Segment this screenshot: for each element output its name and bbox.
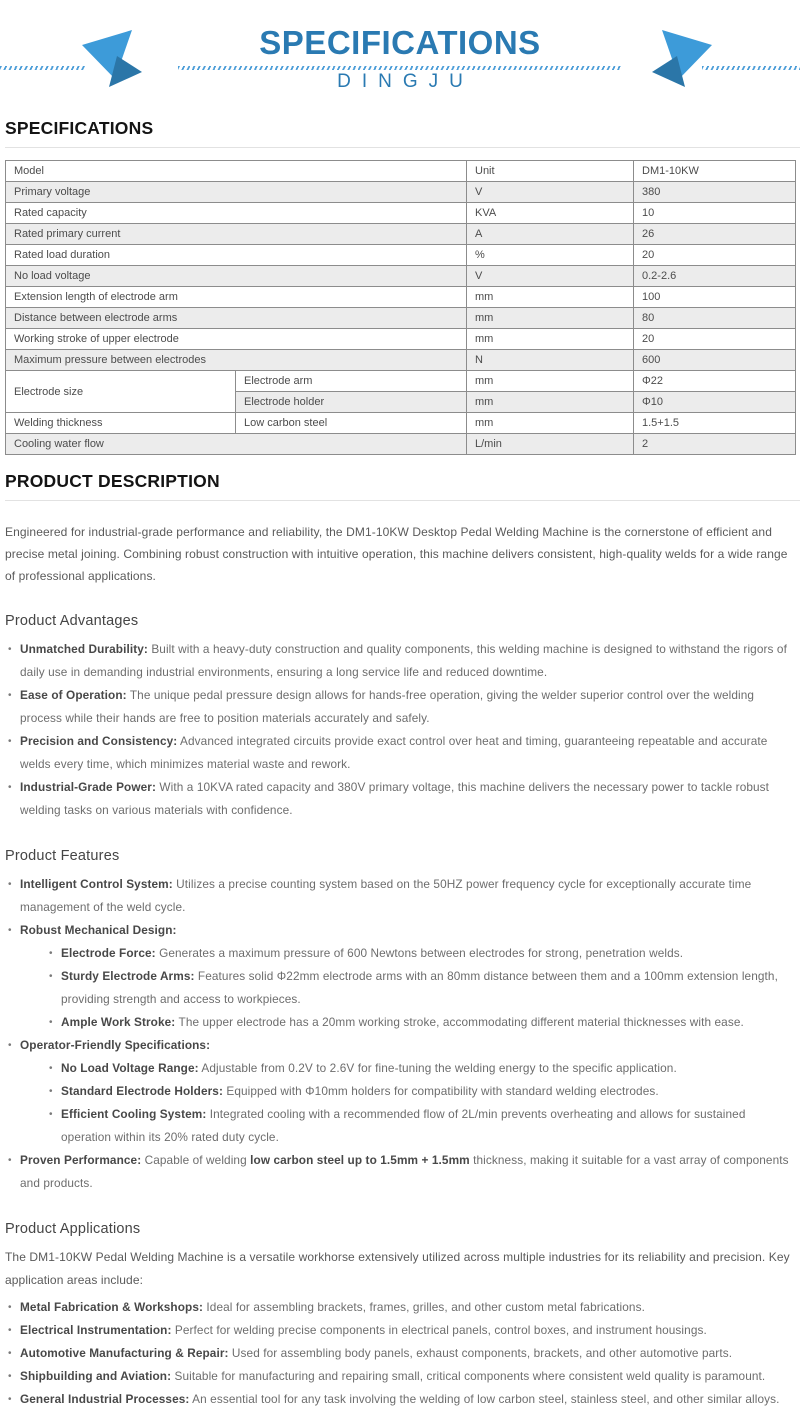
item-lead: Efficient Cooling System: — [61, 1107, 207, 1121]
spec-label-cell: Primary voltage — [6, 182, 467, 203]
table-row — [6, 161, 796, 182]
list-item — [5, 919, 795, 1034]
advantages-heading: Product Advantages — [5, 613, 139, 629]
spec-value-cell: 1.5+1.5 — [634, 413, 796, 434]
item-lead: Precision and Consistency: — [20, 734, 178, 748]
item-text: Features solid Φ22mm electrode arms with an 80mm distance between them and a 100mm extension length, providing strength and access to workpieces. — [61, 969, 778, 1006]
spec-value-cell: 26 — [634, 224, 796, 245]
spec-label-cell: Working stroke of upper electrode — [6, 329, 467, 350]
table-row — [6, 413, 796, 434]
spec-label-cell: Electrode size — [6, 371, 236, 413]
item-lead: General Industrial Processes: — [20, 1392, 190, 1406]
list-item — [46, 1011, 795, 1034]
heading-divider — [5, 147, 800, 148]
item-text: Equipped with Φ10mm holders for compatibility with standard welding electrodes. — [223, 1084, 659, 1098]
item-lead: Ease of Operation: — [20, 688, 127, 702]
spec-value-cell: 80 — [634, 308, 796, 329]
dashed-line-right — [702, 66, 800, 70]
table-row — [6, 266, 796, 287]
list-item — [5, 1149, 795, 1195]
triangle-arrow-icon — [652, 27, 716, 87]
item-lead: Proven Performance: — [20, 1153, 142, 1167]
spec-sublabel-cell: Electrode holder — [236, 392, 467, 413]
item-bold-text: low carbon steel up to 1.5mm + 1.5mm — [250, 1153, 470, 1167]
spec-unit-cell: mm — [467, 329, 634, 350]
spec-value-cell: 0.2-2.6 — [634, 266, 796, 287]
list-item — [46, 1080, 795, 1103]
item-text: Capable of welding — [141, 1153, 251, 1167]
spec-unit-cell: V — [467, 266, 634, 287]
dashed-line-center — [178, 66, 622, 70]
spec-value-cell: 20 — [634, 329, 796, 350]
item-lead: Intelligent Control System: — [20, 877, 173, 891]
spec-value-cell: 20 — [634, 245, 796, 266]
spec-unit-cell: mm — [467, 413, 634, 434]
spec-label-cell: Cooling water flow — [6, 434, 467, 455]
page-content — [0, 118, 800, 1411]
product-description-heading: PRODUCT DESCRIPTION — [5, 471, 220, 491]
banner-title: SPECIFICATIONS — [259, 24, 541, 61]
list-item — [5, 1296, 795, 1319]
item-text: thickness, making it suitable for a vast array of components and products. — [20, 1153, 789, 1190]
specifications-heading: SPECIFICATIONS — [5, 118, 154, 138]
item-lead: Ample Work Stroke: — [61, 1015, 176, 1029]
table-row — [6, 182, 796, 203]
spec-unit-cell: N — [467, 350, 634, 371]
features-list — [5, 873, 795, 1195]
list-item — [5, 730, 795, 776]
applications-intro: The DM1-10KW Pedal Welding Machine is a versatile workhorse extensively utilized across multiple industries for its reliability and precision. Key application areas include: — [5, 1250, 790, 1287]
spec-label-cell: No load voltage — [6, 266, 467, 287]
item-text: Adjustable from 0.2V to 2.6V for fine-tuning the welding energy to the specific application. — [198, 1061, 677, 1075]
table-row — [6, 203, 796, 224]
applications-heading: Product Applications — [5, 1221, 141, 1237]
list-item — [5, 684, 795, 730]
list-item — [46, 1103, 795, 1149]
spec-unit-cell: mm — [467, 392, 634, 413]
spec-label-cell: Rated capacity — [6, 203, 467, 224]
table-row — [6, 434, 796, 455]
item-lead: Industrial-Grade Power: — [20, 780, 157, 794]
spec-label-cell: Distance between electrode arms — [6, 308, 467, 329]
spec-unit-cell: mm — [467, 287, 634, 308]
spec-unit-cell: V — [467, 182, 634, 203]
spec-value-cell: 100 — [634, 287, 796, 308]
item-text: Generates a maximum pressure of 600 Newtons between electrodes for strong, penetration welds. — [155, 946, 684, 960]
item-lead: Sturdy Electrode Arms: — [61, 969, 195, 983]
spec-value-cell: 380 — [634, 182, 796, 203]
list-item — [46, 942, 795, 965]
item-text: Built with a heavy-duty construction and quality components, this welding machine is designed to withstand the rigors of daily use in demanding industrial environments, ensuring a long service life and reduced downtime. — [20, 642, 787, 679]
spec-unit-cell: L/min — [467, 434, 634, 455]
spec-label-cell: Rated primary current — [6, 224, 467, 245]
applications-list — [5, 1296, 795, 1411]
item-text: Integrated cooling with a recommended flow of 2L/min prevents overheating and allows for sustained operation within its 20% rated duty cycle. — [61, 1107, 746, 1144]
item-text: An essential tool for any task involving the welding of low carbon steel, stainless steel, and other similar alloys. — [189, 1392, 780, 1406]
spec-unit-cell: KVA — [467, 203, 634, 224]
heading-divider — [5, 500, 800, 501]
spec-unit-cell: mm — [467, 371, 634, 392]
item-text: Advanced integrated circuits provide exact control over heat and timing, guaranteeing repeatable and accurate welds every time, which minimizes material waste and rework. — [20, 734, 768, 771]
spec-label-cell: Rated load duration — [6, 245, 467, 266]
list-item — [5, 638, 795, 684]
table-row — [6, 350, 796, 371]
spec-unit-cell: mm — [467, 308, 634, 329]
advantages-list — [5, 638, 795, 822]
item-text: Ideal for assembling brackets, frames, grilles, and other custom metal fabrications. — [203, 1300, 645, 1314]
item-lead: Metal Fabrication & Workshops: — [20, 1300, 204, 1314]
list-item — [5, 1388, 795, 1411]
table-row — [6, 371, 796, 392]
spec-unit-cell: A — [467, 224, 634, 245]
list-item — [46, 965, 795, 1011]
list-item — [5, 1034, 795, 1149]
spec-sublabel-cell: Electrode arm — [236, 371, 467, 392]
table-row — [6, 329, 796, 350]
spec-value-cell: Φ10 — [634, 392, 796, 413]
item-text: Suitable for manufacturing and repairing small, critical components where consistent weld quality is paramount. — [171, 1369, 766, 1383]
list-item — [5, 873, 795, 919]
item-lead: Standard Electrode Holders: — [61, 1084, 223, 1098]
spec-label-cell: Model — [6, 161, 467, 182]
item-lead: Shipbuilding and Aviation: — [20, 1369, 172, 1383]
list-item — [5, 1342, 795, 1365]
item-text: Utilizes a precise counting system based on the 50HZ power frequency cycle for exceptionally accurate time management of the weld cycle. — [20, 877, 752, 914]
item-lead: Electrical Instrumentation: — [20, 1323, 172, 1337]
list-item — [5, 1365, 795, 1388]
item-text: The upper electrode has a 20mm working stroke, accommodating different material thicknesses with ease. — [175, 1015, 744, 1029]
item-lead: Electrode Force: — [61, 946, 156, 960]
spec-unit-cell: % — [467, 245, 634, 266]
spec-value-cell: 2 — [634, 434, 796, 455]
list-item — [5, 776, 795, 822]
item-text: Used for assembling body panels, exhaust components, brackets, and other automotive parts. — [228, 1346, 733, 1360]
brand-name: DINGJU — [337, 71, 474, 92]
spec-value-cell: 600 — [634, 350, 796, 371]
item-text: The unique pedal pressure design allows for hands-free operation, giving the welder superior control over the welding process while their hands are free to position materials accurately and safely. — [20, 688, 755, 725]
banner — [0, 0, 800, 106]
description-intro: Engineered for industrial-grade performance and reliability, the DM1-10KW Desktop Pedal Welding Machine is the cornerstone of efficient and precise metal joining. Combining robust construction with intuitive operation, this machine delivers consistent, high-quality welds for a wide range of professional applications. — [5, 525, 788, 583]
table-row — [6, 245, 796, 266]
spec-label-cell: Extension length of electrode arm — [6, 287, 467, 308]
item-lead: Robust Mechanical Design: — [20, 923, 177, 937]
spec-value-cell: 10 — [634, 203, 796, 224]
spec-value-cell: DM1-10KW — [634, 161, 796, 182]
spec-unit-cell: Unit — [467, 161, 634, 182]
spec-value-cell: Φ22 — [634, 371, 796, 392]
item-lead: No Load Voltage Range: — [61, 1061, 199, 1075]
spec-label-cell: Welding thickness — [6, 413, 236, 434]
table-row — [6, 224, 796, 245]
spec-label-cell: Maximum pressure between electrodes — [6, 350, 467, 371]
item-lead: Automotive Manufacturing & Repair: — [20, 1346, 229, 1360]
item-lead: Operator-Friendly Specifications: — [20, 1038, 211, 1052]
sub-list — [46, 1057, 795, 1149]
table-row — [6, 287, 796, 308]
sub-list — [46, 942, 795, 1034]
triangle-arrow-icon — [78, 27, 142, 87]
list-item — [5, 1319, 795, 1342]
spec-sublabel-cell: Low carbon steel — [236, 413, 467, 434]
list-item — [46, 1057, 795, 1080]
item-text: With a 10KVA rated capacity and 380V primary voltage, this machine delivers the necessary power to tackle robust welding tasks on various materials with confidence. — [20, 780, 770, 817]
features-heading: Product Features — [5, 848, 120, 864]
dashed-line-left — [0, 66, 85, 70]
item-text: Perfect for welding precise components in electrical panels, control boxes, and instrument housings. — [171, 1323, 707, 1337]
spec-table — [5, 160, 796, 455]
item-lead: Unmatched Durability: — [20, 642, 148, 656]
table-row — [6, 308, 796, 329]
